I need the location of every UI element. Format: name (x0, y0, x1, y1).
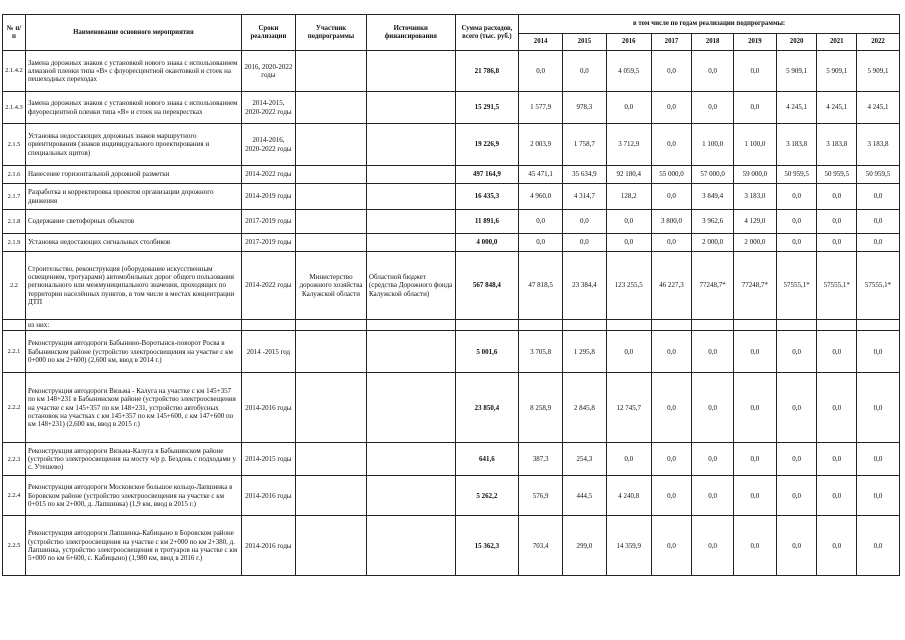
row-name: Реконструкция автодороги Московское большое кольцо-Лапшинка в Боровском районе (устройство электроосвещения на участке с км 0+015 по км 2+000, д. Лапшинка) (1,9 км, ввод в 2015 г.) (25, 476, 241, 516)
row-year-value: 0,0 (857, 331, 900, 373)
row-participant (296, 516, 367, 576)
row-year-value: 57555,1* (817, 252, 857, 320)
row-name: Реконструкция автодороги Вязьма-Калуга в Бабынинском районе (устройство электроосвещения на мосту ч/р р. Бездонь с подходами у с. Утешево) (25, 443, 241, 476)
row-year-value: 0,0 (519, 210, 563, 234)
row-total: 21 786,8 (455, 51, 519, 92)
row-year-value: 0,0 (857, 210, 900, 234)
row-year-value: 0,0 (692, 516, 734, 576)
row-year-value: 299,0 (563, 516, 607, 576)
row-source (366, 476, 455, 516)
row-year-value: 0,0 (651, 184, 692, 210)
row-period: 2014 -2015 год (241, 331, 295, 373)
row-year-value: 23 384,4 (563, 252, 607, 320)
row-number (3, 320, 26, 331)
row-year-value: 5 909,1 (817, 51, 857, 92)
row-year-value: 0,0 (651, 373, 692, 443)
row-name: из них: (25, 320, 241, 331)
row-year-value (651, 320, 692, 331)
header-by-years: в том числе по годам реализации подпрограммы: (519, 15, 900, 34)
row-year-value (692, 320, 734, 331)
header-year-2022: 2022 (857, 34, 900, 51)
row-source (366, 373, 455, 443)
row-year-value: 0,0 (651, 331, 692, 373)
row-source (366, 331, 455, 373)
row-year-value: 0,0 (857, 443, 900, 476)
row-source (366, 516, 455, 576)
row-year-value: 0,0 (692, 331, 734, 373)
row-year-value: 0,0 (776, 373, 817, 443)
row-period (241, 320, 295, 331)
row-year-value: 0,0 (692, 443, 734, 476)
row-year-value: 77248,7* (692, 252, 734, 320)
row-year-value: 3 183,0 (734, 184, 777, 210)
header-year-2019: 2019 (734, 34, 777, 51)
row-number: 2.1.8 (3, 210, 26, 234)
table-row (3, 210, 900, 234)
row-year-value: 3 800,0 (651, 210, 692, 234)
row-year-value: 0,0 (776, 184, 817, 210)
row-year-value: 0,0 (606, 443, 651, 476)
row-year-value: 0,0 (563, 51, 607, 92)
header-total: Сумма расходов, всего (тыс. руб.) (455, 15, 519, 51)
row-total: 4 000,0 (455, 234, 519, 252)
row-year-value: 2 000,0 (734, 234, 777, 252)
row-year-value: 0,0 (776, 210, 817, 234)
table-row (3, 516, 900, 576)
row-year-value: 0,0 (606, 331, 651, 373)
header-year-2021: 2021 (817, 34, 857, 51)
row-year-value: 123 255,5 (606, 252, 651, 320)
header-year-2016: 2016 (606, 34, 651, 51)
header-year-2018: 2018 (692, 34, 734, 51)
row-participant (296, 166, 367, 184)
row-year-value: 254,3 (563, 443, 607, 476)
row-period: 2014-2016 годы (241, 516, 295, 576)
row-participant (296, 476, 367, 516)
row-year-value: 2 000,0 (692, 234, 734, 252)
row-name: Замена дорожных знаков с установкой нового знака с использованием алмазной пленки типа «В» с флуоресцентной окантовкой и стоек на пешеходных переходах (25, 51, 241, 92)
row-year-value: 0,0 (817, 210, 857, 234)
row-year-value: 444,5 (563, 476, 607, 516)
table-row (3, 443, 900, 476)
row-year-value: 45 471,1 (519, 166, 563, 184)
row-year-value (519, 320, 563, 331)
row-total: 497 164,9 (455, 166, 519, 184)
row-name: Реконструкция автодороги Вязьма - Калуга на участке с км 145+357 по км 148+231 в Бабынинском районе (устройство электроосвещения на участке с км 145+357 по км 148+231, устройство автобусных остановок на участках с км 145+357 по км 145+600, с км 147+600 по км 148+231) (2,600 км, ввод в 2015 г.) (25, 373, 241, 443)
row-participant (296, 51, 367, 92)
row-year-value: 0,0 (692, 373, 734, 443)
table-row (3, 331, 900, 373)
row-year-value: 0,0 (776, 443, 817, 476)
row-period: 2014-2022 годы (241, 252, 295, 320)
row-participant (296, 234, 367, 252)
row-total: 15 362,3 (455, 516, 519, 576)
row-participant (296, 184, 367, 210)
row-year-value: 50 959,5 (857, 166, 900, 184)
table-row (3, 252, 900, 320)
row-number: 2.2.4 (3, 476, 26, 516)
header-no: № п/п (3, 15, 26, 51)
row-name: Нанесение горизонтальной дорожной разметки (25, 166, 241, 184)
header-period: Сроки реализации (241, 15, 295, 51)
row-source (366, 320, 455, 331)
row-period: 2014-2016, 2020-2022 годы (241, 124, 295, 166)
row-year-value: 92 180,4 (606, 166, 651, 184)
row-year-value: 978,3 (563, 92, 607, 124)
row-year-value: 4 129,0 (734, 210, 777, 234)
row-name: Содержание светофорных объектов (25, 210, 241, 234)
row-year-value: 0,0 (734, 92, 777, 124)
row-year-value: 0,0 (651, 516, 692, 576)
row-period: 2014-2015, 2020-2022 годы (241, 92, 295, 124)
row-total: 16 435,3 (455, 184, 519, 210)
row-year-value (734, 320, 777, 331)
row-year-value: 0,0 (606, 92, 651, 124)
table-row (3, 92, 900, 124)
row-year-value: 0,0 (817, 184, 857, 210)
row-name: Установка недостающих дорожных знаков маршрутного ориентирования (знаков индивидуального проектирования и специальных щитов) (25, 124, 241, 166)
row-number: 2.1.9 (3, 234, 26, 252)
row-participant (296, 210, 367, 234)
row-year-value: 0,0 (817, 476, 857, 516)
row-year-value: 4 245,1 (817, 92, 857, 124)
row-name: Реконструкция автодороги Бабынино-Воротынск-поворот Росва в Бабынинском районе (устройство электроосвещения на участке с км 0+000 по км 2+600) (2,600 км, ввод в 2014 г.) (25, 331, 241, 373)
row-year-value: 1 577,9 (519, 92, 563, 124)
row-year-value: 0,0 (734, 516, 777, 576)
row-year-value: 0,0 (776, 516, 817, 576)
row-number: 2.1.6 (3, 166, 26, 184)
row-year-value: 0,0 (857, 373, 900, 443)
row-period: 2014-2015 годы (241, 443, 295, 476)
row-year-value: 576,9 (519, 476, 563, 516)
row-year-value: 0,0 (651, 443, 692, 476)
row-period: 2014-2016 годы (241, 373, 295, 443)
table-row (3, 476, 900, 516)
row-participant (296, 124, 367, 166)
row-source (366, 92, 455, 124)
row-source (366, 234, 455, 252)
row-period: 2016, 2020-2022 годы (241, 51, 295, 92)
row-year-value: 0,0 (857, 234, 900, 252)
row-source (366, 166, 455, 184)
row-year-value: 0,0 (817, 443, 857, 476)
row-total: 11 891,6 (455, 210, 519, 234)
row-year-value: 0,0 (563, 210, 607, 234)
row-year-value: 0,0 (519, 51, 563, 92)
row-year-value (857, 320, 900, 331)
row-year-value: 0,0 (776, 234, 817, 252)
row-year-value: 4 960,0 (519, 184, 563, 210)
row-year-value: 0,0 (857, 476, 900, 516)
row-year-value: 0,0 (734, 51, 777, 92)
row-total: 641,6 (455, 443, 519, 476)
row-participant (296, 373, 367, 443)
row-year-value: 0,0 (519, 234, 563, 252)
row-year-value: 4 059,5 (606, 51, 651, 92)
row-year-value: 0,0 (563, 234, 607, 252)
table-row (3, 320, 900, 331)
row-participant (296, 331, 367, 373)
row-number: 2.1.4.3 (3, 92, 26, 124)
row-year-value (606, 320, 651, 331)
row-number: 2.2.2 (3, 373, 26, 443)
row-year-value: 0,0 (692, 92, 734, 124)
table-row (3, 51, 900, 92)
row-number: 2.2 (3, 252, 26, 320)
row-year-value: 0,0 (817, 234, 857, 252)
row-total: 5 001,6 (455, 331, 519, 373)
row-total: 19 226,9 (455, 124, 519, 166)
row-participant (296, 92, 367, 124)
row-year-value: 0,0 (651, 51, 692, 92)
row-year-value: 0,0 (651, 92, 692, 124)
row-year-value: 0,0 (734, 373, 777, 443)
row-year-value: 1 295,8 (563, 331, 607, 373)
row-source (366, 184, 455, 210)
row-year-value: 4 240,8 (606, 476, 651, 516)
row-year-value: 3 183,8 (776, 124, 817, 166)
header-source: Источники финансирования (366, 15, 455, 51)
row-year-value: 0,0 (651, 124, 692, 166)
row-period: 2017-2019 годы (241, 210, 295, 234)
table-row (3, 234, 900, 252)
row-year-value: 59 000,0 (734, 166, 777, 184)
row-year-value: 0,0 (817, 331, 857, 373)
row-year-value (563, 320, 607, 331)
row-year-value: 2 845,8 (563, 373, 607, 443)
header-year-2017: 2017 (651, 34, 692, 51)
row-number: 2.2.1 (3, 331, 26, 373)
row-year-value: 4 314,7 (563, 184, 607, 210)
row-source: Областной бюджет (средства Дорожного фонда Калужской области) (366, 252, 455, 320)
row-year-value: 0,0 (817, 373, 857, 443)
row-year-value: 1 758,7 (563, 124, 607, 166)
row-year-value: 5 909,1 (857, 51, 900, 92)
row-source (366, 443, 455, 476)
row-year-value: 57 000,0 (692, 166, 734, 184)
row-period: 2017-2019 годы (241, 234, 295, 252)
row-year-value: 1 100,0 (692, 124, 734, 166)
header-year-2020: 2020 (776, 34, 817, 51)
row-year-value: 0,0 (692, 51, 734, 92)
row-year-value: 3 705,8 (519, 331, 563, 373)
row-source (366, 210, 455, 234)
row-year-value: 0,0 (857, 184, 900, 210)
row-period: 2014-2016 годы (241, 476, 295, 516)
row-year-value: 703,4 (519, 516, 563, 576)
row-number: 2.2.3 (3, 443, 26, 476)
row-year-value: 3 849,4 (692, 184, 734, 210)
table-row (3, 166, 900, 184)
row-year-value: 3 962,6 (692, 210, 734, 234)
row-year-value: 8 258,9 (519, 373, 563, 443)
row-year-value: 50 959,5 (776, 166, 817, 184)
row-participant (296, 320, 367, 331)
row-total: 567 848,4 (455, 252, 519, 320)
row-year-value: 1 100,0 (734, 124, 777, 166)
row-year-value: 47 818,5 (519, 252, 563, 320)
row-year-value: 128,2 (606, 184, 651, 210)
row-year-value: 3 712,9 (606, 124, 651, 166)
row-year-value: 3 183,8 (857, 124, 900, 166)
row-year-value: 0,0 (734, 476, 777, 516)
row-year-value: 57555,1* (776, 252, 817, 320)
row-period: 2014-2019 годы (241, 184, 295, 210)
row-year-value: 55 000,0 (651, 166, 692, 184)
row-name: Реконструкция автодороги Лапшинка-Кабицыно в Боровском районе (устройство электроосвещения на участке с км 2+000 по км 2+380, д. Лапшинка, устройство электроосвещения и тротуаров на участке с км 5+000 по км 6+600, с. Кабицыно) (1,980 км, ввод в 2016 г.) (25, 516, 241, 576)
row-year-value: 12 745,7 (606, 373, 651, 443)
row-name: Установка недостающих сигнальных столбиков (25, 234, 241, 252)
table-row (3, 124, 900, 166)
row-source (366, 124, 455, 166)
row-source (366, 51, 455, 92)
row-year-value: 0,0 (651, 234, 692, 252)
financing-table (2, 14, 900, 576)
row-year-value: 5 909,1 (776, 51, 817, 92)
row-year-value: 3 183,8 (817, 124, 857, 166)
row-year-value: 4 245,1 (857, 92, 900, 124)
row-year-value: 50 959,5 (817, 166, 857, 184)
header-year-2015: 2015 (563, 34, 607, 51)
header-name: Наименование основного мероприятия (25, 15, 241, 51)
row-year-value: 0,0 (606, 234, 651, 252)
row-name: Разработка и корректировка проектов организации дорожного движения (25, 184, 241, 210)
table-row (3, 373, 900, 443)
row-year-value: 14 359,9 (606, 516, 651, 576)
row-year-value: 4 245,1 (776, 92, 817, 124)
row-total (455, 320, 519, 331)
row-year-value (817, 320, 857, 331)
row-year-value: 57555,1* (857, 252, 900, 320)
row-year-value (776, 320, 817, 331)
row-year-value: 0,0 (776, 476, 817, 516)
row-year-value: 2 003,9 (519, 124, 563, 166)
row-total: 15 291,5 (455, 92, 519, 124)
row-year-value: 0,0 (651, 476, 692, 516)
row-year-value: 35 634,9 (563, 166, 607, 184)
row-name: Замена дорожных знаков с установкой нового знака с использованием флуоресцентной пленки типа «В» и стоек на перекрестках (25, 92, 241, 124)
row-total: 5 262,2 (455, 476, 519, 516)
row-number: 2.1.7 (3, 184, 26, 210)
header-participant: Участник подпрограммы (296, 15, 367, 51)
row-year-value: 0,0 (734, 443, 777, 476)
row-number: 2.1.4.2 (3, 51, 26, 92)
row-year-value: 77248,7* (734, 252, 777, 320)
row-year-value: 0,0 (692, 476, 734, 516)
row-year-value: 46 227,3 (651, 252, 692, 320)
row-year-value: 0,0 (606, 210, 651, 234)
row-participant (296, 443, 367, 476)
row-year-value: 0,0 (734, 331, 777, 373)
row-participant: Министерство дорожного хозяйства Калужской области (296, 252, 367, 320)
row-year-value: 0,0 (817, 516, 857, 576)
table-row (3, 184, 900, 210)
row-year-value: 0,0 (776, 331, 817, 373)
row-total: 23 850,4 (455, 373, 519, 443)
row-year-value: 0,0 (857, 516, 900, 576)
row-year-value: 387,3 (519, 443, 563, 476)
row-name: Строительство, реконструкция (оборудование искусственным освещением, тротуарами) автомобильных дорог общего пользования регионального или межмуниципального значения, проходящих по территории населённых пунктов, в том числе в местах концентрации ДТП (25, 252, 241, 320)
row-number: 2.2.5 (3, 516, 26, 576)
header-year-2014: 2014 (519, 34, 563, 51)
row-number: 2.1.5 (3, 124, 26, 166)
row-period: 2014-2022 годы (241, 166, 295, 184)
